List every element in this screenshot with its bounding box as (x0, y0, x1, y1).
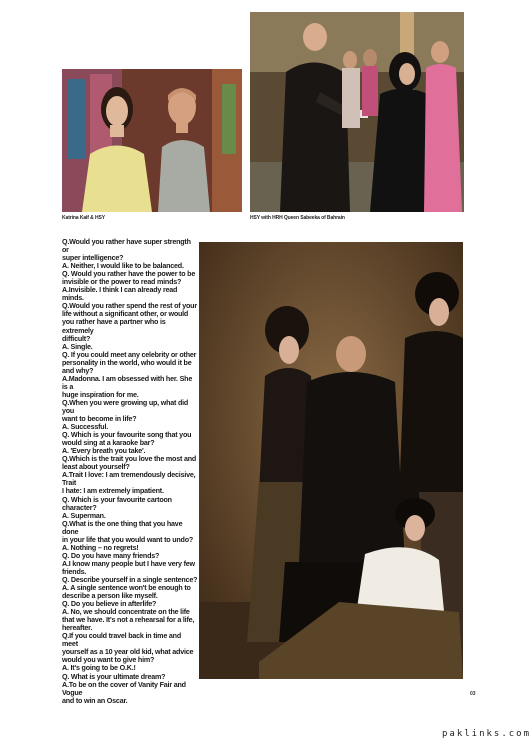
photo-caption: HSY with HRH Queen Sabeeka of Bahrain (250, 215, 345, 221)
article-line: A. 'Every breath you take'. (62, 447, 146, 456)
article-line: Q.What is the one thing that you have done (62, 519, 183, 536)
watermark: paklinks.com (442, 729, 531, 739)
article-line: Q. If you could meet any celebrity or other (62, 350, 197, 359)
photo-hsy-group (199, 242, 463, 679)
article-line: A.I know many people but I have very few (62, 559, 195, 568)
article-line: super intelligence? (62, 254, 124, 263)
interview-text (62, 238, 198, 705)
article-line: would sing at a karaoke bar? (62, 439, 155, 448)
article-line: A.Invisible. I think I can already read minds. (62, 286, 178, 303)
article-line: and to win an Oscar. (62, 696, 128, 705)
article-line: and why? (62, 366, 94, 375)
article-line: hereafter. (62, 624, 93, 633)
article-line: Q. Which is your favourite cartoon (62, 495, 172, 504)
page-number: 03 (470, 691, 476, 697)
article-line: A. A single sentence won't be enough to (62, 584, 191, 593)
article-line: A. Nothing – no regrets! (62, 543, 139, 552)
article-line: A. Neither, I would like to be balanced. (62, 262, 184, 271)
article-line: I hate: I am extremely impatient. (62, 487, 164, 496)
article-line: Q. Would you rather have the power to be (62, 270, 196, 279)
article-line: invisible or the power to read minds? (62, 278, 182, 287)
article-line: you rather have a partner who is extremely (62, 318, 166, 335)
article-line: in your life that you would want to undo? (62, 535, 194, 544)
photo-katrina-kaif-hsy (62, 69, 242, 212)
article-line: Q. Do you have many friends? (62, 551, 160, 560)
article-line: A.Trait I love: I am tremendously decisive, Trait (62, 471, 196, 488)
article-line: Q. Do you believe in afterlife? (62, 600, 157, 609)
article-line: A. It's going to be O.K.! (62, 664, 136, 673)
article-line: Q.When you were growing up, what did you (62, 398, 189, 415)
article-line: A. Successful. (62, 423, 109, 432)
article-line: character? (62, 503, 97, 512)
article-line: describe a person like myself. (62, 592, 158, 601)
article-line: Q.If you could travel back in time and meet (62, 632, 181, 649)
article-line: difficult? (62, 334, 91, 343)
photo-hsy-queen-sabeeka (250, 12, 464, 212)
article-line: Q. Describe yourself in a single sentence? (62, 575, 198, 584)
article-line: Q.Would you rather have super strength or (62, 238, 191, 255)
article-line: huge inspiration for me. (62, 390, 139, 399)
photo-caption: Katrina Kaif & HSY (62, 215, 105, 221)
article-line: A. Superman. (62, 511, 106, 520)
article-line: that we have. It's not a rehearsal for a life, (62, 616, 195, 625)
article-line: Q. What is your ultimate dream? (62, 672, 166, 681)
article-line: A.Madonna. I am obsessed with her. She is a (62, 374, 193, 391)
article-line: A. Single. (62, 342, 93, 351)
article-line: Q. Which is your favourite song that you (62, 431, 192, 440)
article-line: yourself as a 10 year old kid, what advice (62, 648, 194, 657)
article-line: Q.Which is the trait you love the most and (62, 455, 197, 464)
article-line: would you want to give him? (62, 656, 155, 665)
article-line: personality in the world, who would it be (62, 358, 192, 367)
article-line: least about yourself? (62, 463, 130, 472)
article-line: A.To be on the cover of Vanity Fair and Vogue (62, 680, 186, 697)
article-line: A. No, we should concentrate on the life (62, 608, 190, 617)
article-line: life without a significant other, or would (62, 310, 189, 319)
article-line: friends. (62, 567, 87, 576)
article-line: Q.Would you rather spend the rest of your (62, 302, 197, 311)
article-line: want to become in life? (62, 415, 137, 424)
